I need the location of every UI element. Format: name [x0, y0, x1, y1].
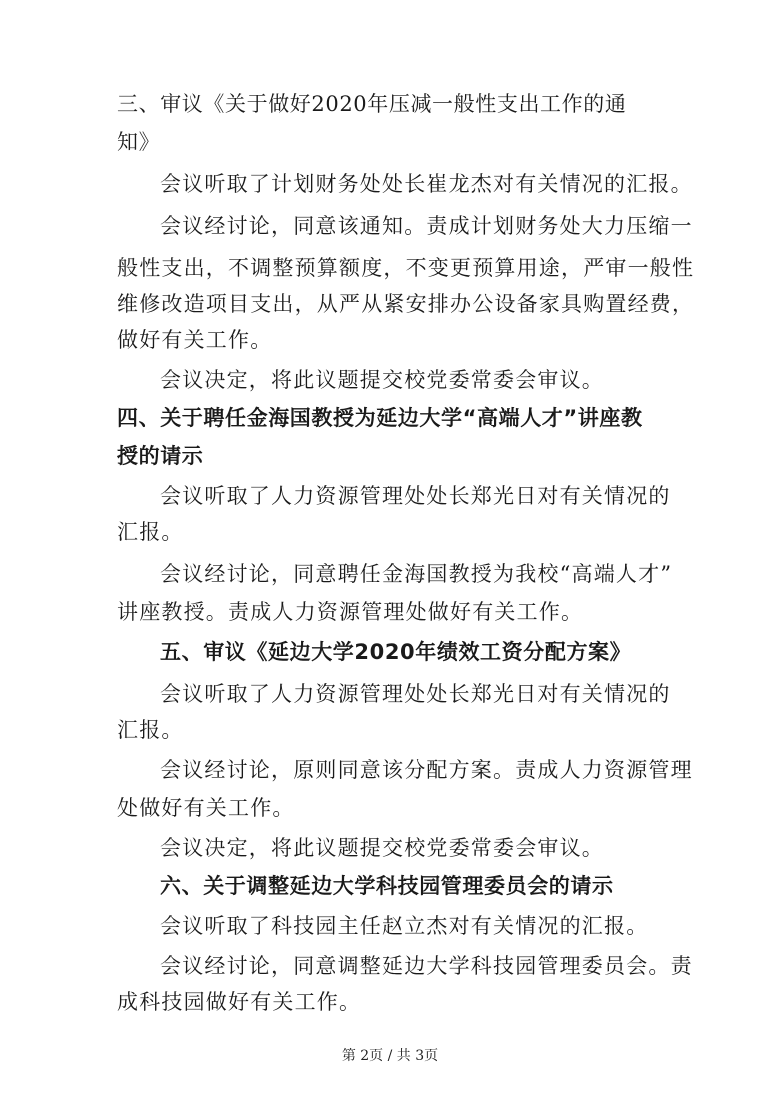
section-5-paragraph: 会议听取了人力资源管理处处长郑光日对有关情况的: [160, 682, 671, 706]
section-5-paragraph: 会议决定，将此议题提交校党委常委会审议。: [160, 836, 604, 860]
section-4-paragraph: 会议经讨论，同意聘任金海国教授为我校“高端人才”: [160, 562, 673, 586]
section-4-paragraph: 讲座教授。责成人力资源管理处做好有关工作。: [117, 600, 584, 624]
section-3-paragraph: 般性支出，不调整预算额度，不变更预算用途，严审一般性: [117, 256, 695, 280]
section-3-paragraph: 会议经讨论，同意该通知。责成计划财务处大力压缩一: [160, 214, 693, 238]
section-5-paragraph: 会议经讨论，原则同意该分配方案。责成人力资源管理: [160, 758, 693, 782]
page-number: 第 2页 / 共 3页: [341, 1048, 439, 1064]
section-3-heading-cont: 知》: [117, 130, 161, 154]
section-5-heading: 五、审议《延边大学2020年绩效工资分配方案》: [160, 640, 632, 664]
section-3-paragraph: 会议决定，将此议题提交校党委常委会审议。: [160, 368, 604, 392]
section-3-heading: 三、审议《关于做好2020年压减一般性支出工作的通: [117, 92, 627, 116]
section-4-paragraph: 会议听取了人力资源管理处处长郑光日对有关情况的: [160, 484, 671, 508]
section-6-paragraph: 会议听取了科技园主任赵立杰对有关情况的汇报。: [160, 914, 649, 938]
section-4-heading-cont: 授的请示: [117, 444, 204, 468]
section-6-heading: 六、关于调整延边大学科技园管理委员会的请示: [160, 874, 614, 898]
section-6-paragraph: 成科技园做好有关工作。: [117, 990, 362, 1014]
section-4-heading: 四、关于聘任金海国教授为延边大学“高端人才”讲座教: [117, 406, 643, 430]
section-5-paragraph: 处做好有关工作。: [117, 796, 295, 820]
section-3-paragraph: 会议听取了计划财务处处长崔龙杰对有关情况的汇报。: [160, 172, 693, 196]
section-3-paragraph: 做好有关工作。: [117, 328, 273, 352]
section-6-paragraph: 会议经讨论，同意调整延边大学科技园管理委员会。责: [160, 954, 693, 978]
section-5-paragraph: 汇报。: [117, 718, 184, 742]
section-4-paragraph: 汇报。: [117, 520, 184, 544]
section-3-paragraph: 维修改造项目支出，从严从紧安排办公设备家具购置经费，: [117, 292, 695, 316]
